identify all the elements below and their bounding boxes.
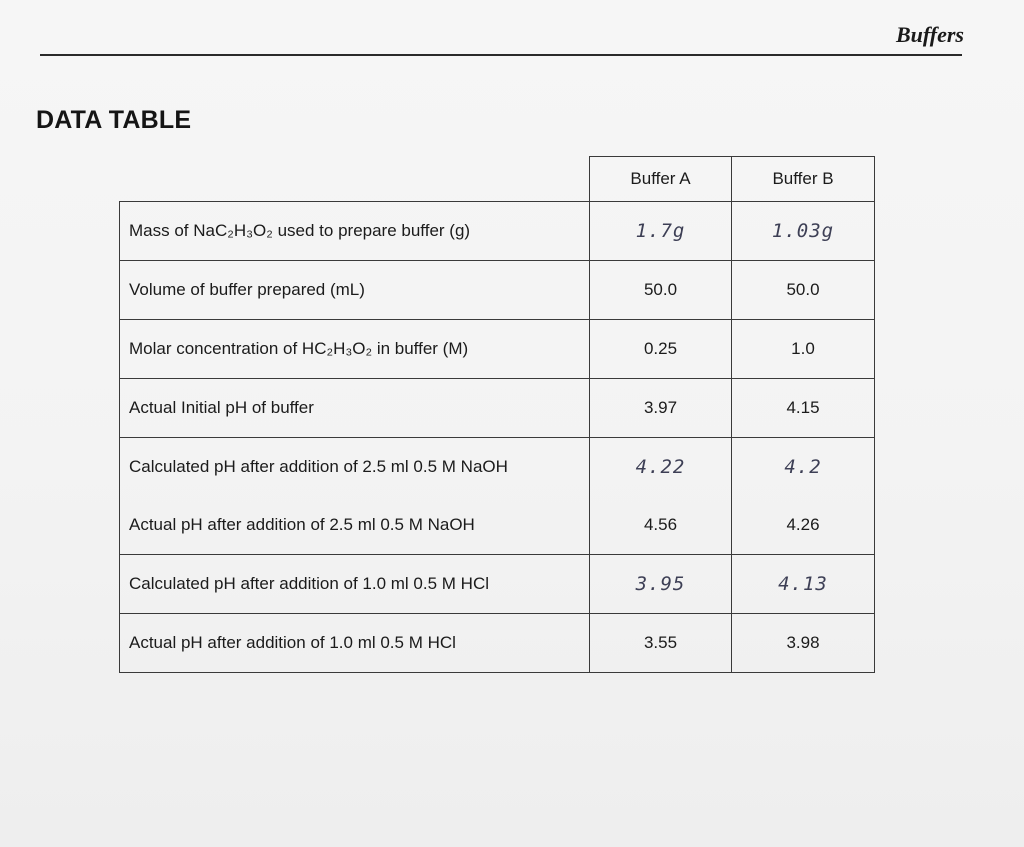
row-label: Molar concentration of HC₂H₃O₂ in buffer (M) xyxy=(120,320,590,379)
header-blank-cell xyxy=(120,157,590,202)
row-label: Actual pH after addition of 2.5 ml 0.5 M NaOH xyxy=(120,496,590,555)
table-row xyxy=(120,555,875,614)
buffer-a-value: 50.0 xyxy=(590,261,732,320)
buffer-b-value: 4.2 xyxy=(732,438,875,497)
row-label: Calculated pH after addition of 1.0 ml 0.5 M HCl xyxy=(120,555,590,614)
data-table xyxy=(119,156,875,673)
buffer-b-value: 4.15 xyxy=(732,379,875,438)
column-header-buffer-a: Buffer A xyxy=(590,157,732,202)
table-row xyxy=(120,261,875,320)
buffer-b-value: 3.98 xyxy=(732,614,875,673)
table-header-row xyxy=(120,157,875,202)
row-label: Actual Initial pH of buffer xyxy=(120,379,590,438)
column-header-buffer-b: Buffer B xyxy=(732,157,875,202)
table-row xyxy=(120,496,875,555)
buffer-b-value: 1.0 xyxy=(732,320,875,379)
buffer-a-value: 0.25 xyxy=(590,320,732,379)
buffer-b-value: 4.13 xyxy=(732,555,875,614)
buffer-a-value: 4.22 xyxy=(590,438,732,497)
row-label: Volume of buffer prepared (mL) xyxy=(120,261,590,320)
table-row xyxy=(120,320,875,379)
table-row xyxy=(120,379,875,438)
page-header xyxy=(0,0,1024,60)
table-row xyxy=(120,438,875,497)
buffer-a-value: 3.55 xyxy=(590,614,732,673)
row-label: Actual pH after addition of 1.0 ml 0.5 M HCl xyxy=(120,614,590,673)
chapter-title: Buffers xyxy=(895,22,964,47)
header-divider xyxy=(40,54,962,56)
table-row xyxy=(120,614,875,673)
buffer-b-value: 4.26 xyxy=(732,496,875,555)
buffer-b-value: 50.0 xyxy=(732,261,875,320)
buffer-a-value: 4.56 xyxy=(590,496,732,555)
table-row xyxy=(120,202,875,261)
buffer-b-value: 1.03g xyxy=(732,202,875,261)
buffer-a-value: 3.97 xyxy=(590,379,732,438)
section-title: DATA TABLE xyxy=(36,106,192,134)
buffer-a-value: 3.95 xyxy=(590,555,732,614)
row-label: Calculated pH after addition of 2.5 ml 0.5 M NaOH xyxy=(120,438,590,497)
row-label: Mass of NaC₂H₃O₂ used to prepare buffer (g) xyxy=(120,202,590,261)
buffer-a-value: 1.7g xyxy=(590,202,732,261)
